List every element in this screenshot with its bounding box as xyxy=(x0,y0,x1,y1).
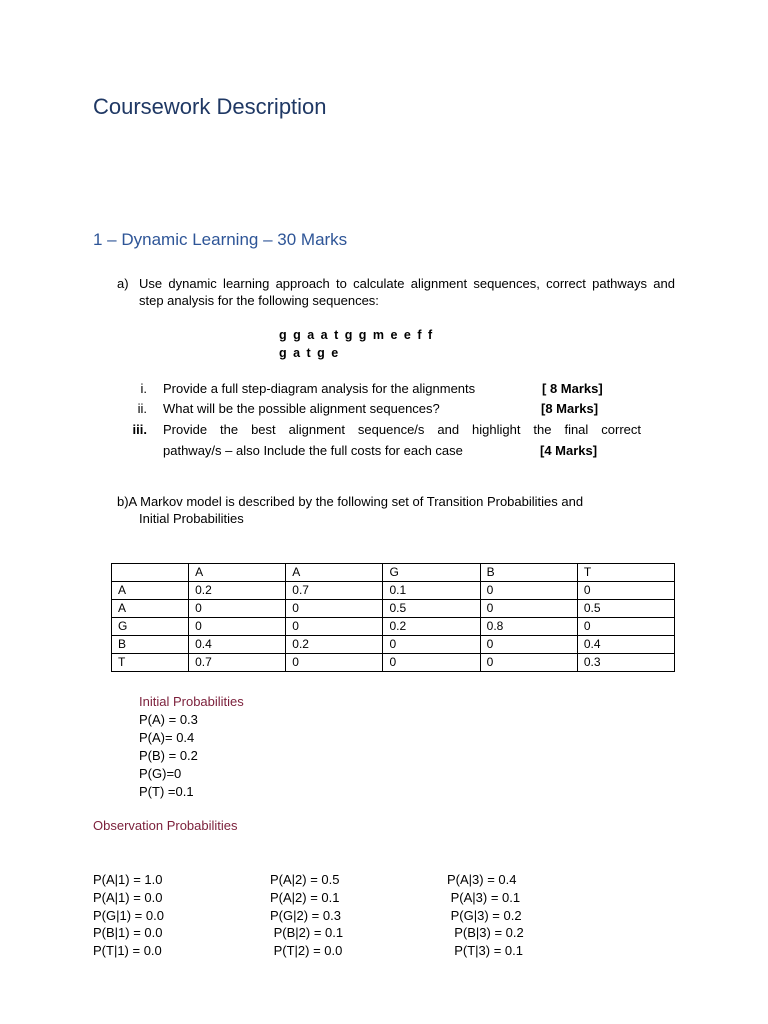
subquestion-text: Provide a full step-diagram analysis for the alignments xyxy=(163,381,476,396)
subquestion-text-line2: pathway/s – also Include the full costs for each case xyxy=(163,443,463,458)
subquestion-number: iii. xyxy=(132,422,147,437)
table-row xyxy=(112,600,675,618)
initial-probability: P(B) = 0.2 xyxy=(139,748,198,763)
observation-probability: P(B|2) = 0.1 xyxy=(270,925,344,941)
marks-label: [4 Marks] xyxy=(540,443,598,458)
observation-probability: P(A|1) = 1.0 xyxy=(93,872,163,887)
question-b-line1: b)A Markov model is described by the following set of Transition Probabilities and xyxy=(117,494,584,509)
table-cell: 0 xyxy=(480,636,577,654)
observation-probability: P(T|3) = 0.1 xyxy=(447,943,523,959)
sequence-1: g g a a t g g m e e f f xyxy=(279,328,434,342)
table-cell: 0 xyxy=(480,600,577,618)
observation-probability: P(T|2) = 0.0 xyxy=(270,943,343,959)
table-cell: 0 xyxy=(383,654,480,672)
table-row xyxy=(112,582,675,600)
table-row xyxy=(112,636,675,654)
table-cell: 0 xyxy=(480,654,577,672)
observation-probability: P(T|1) = 0.0 xyxy=(93,943,162,959)
observation-probability: P(A|2) = 0.1 xyxy=(270,889,340,905)
table-cell: 0 xyxy=(577,582,674,600)
table-row xyxy=(112,654,675,672)
table-cell: 0.3 xyxy=(577,654,674,672)
observation-probability: P(A|2) = 0.5 xyxy=(270,872,340,887)
table-row xyxy=(112,618,675,636)
question-a-text: Use dynamic learning approach to calculate alignment sequences, correct pathways and step analysis for the following sequences: xyxy=(139,276,675,308)
marks-label: [ 8 Marks] xyxy=(542,381,603,396)
table-cell: 0.5 xyxy=(383,600,480,618)
table-cell: 0.2 xyxy=(286,636,383,654)
observation-probability: P(G|1) = 0.0 xyxy=(93,907,164,923)
table-header-row xyxy=(112,564,675,582)
observation-probability: P(B|3) = 0.2 xyxy=(447,925,524,941)
row-header-cell: G xyxy=(112,618,189,636)
question-b xyxy=(117,493,677,527)
table-cell: 0.4 xyxy=(189,636,286,654)
table-cell: 0.7 xyxy=(189,654,286,672)
marks-label: [8 Marks] xyxy=(541,401,599,416)
table-cell: 0 xyxy=(189,618,286,636)
table-cell: 0.5 xyxy=(577,600,674,618)
row-header-cell: A xyxy=(112,600,189,618)
observation-column-2 xyxy=(270,871,343,960)
table-header-cell: B xyxy=(480,564,577,582)
observation-column-3 xyxy=(447,871,524,960)
table-cell xyxy=(112,564,189,582)
subquestion-text: What will be the possible alignment sequences? xyxy=(163,401,440,416)
transition-table xyxy=(111,563,675,672)
table-header-cell: G xyxy=(383,564,480,582)
question-a-label: a) xyxy=(117,276,129,291)
initial-probability: P(G)=0 xyxy=(139,766,182,781)
subquestion-number: i. xyxy=(140,381,147,396)
table-cell: 0 xyxy=(286,600,383,618)
table-cell: 0.1 xyxy=(383,582,480,600)
table-cell: 0.2 xyxy=(383,618,480,636)
observation-probability: P(G|2) = 0.3 xyxy=(270,907,341,923)
table-cell: 0 xyxy=(577,618,674,636)
observation-probability: P(B|1) = 0.0 xyxy=(93,925,163,941)
section-heading: 1 – Dynamic Learning – 30 Marks xyxy=(93,230,348,249)
page-title: Coursework Description xyxy=(93,94,327,119)
observation-probability: P(A|3) = 0.1 xyxy=(447,889,521,905)
table-cell: 0.4 xyxy=(577,636,674,654)
table-header-cell: A xyxy=(286,564,383,582)
table-cell: 0 xyxy=(189,600,286,618)
row-header-cell: A xyxy=(112,582,189,600)
observation-probabilities-heading: Observation Probabilities xyxy=(93,818,238,833)
question-b-line2: Initial Probabilities xyxy=(139,511,244,526)
observation-probability: P(A|3) = 0.4 xyxy=(447,872,517,887)
table-cell: 0 xyxy=(286,618,383,636)
initial-probabilities-heading: Initial Probabilities xyxy=(139,694,244,709)
table-cell: 0 xyxy=(286,654,383,672)
table-header-cell: A xyxy=(189,564,286,582)
table-cell: 0 xyxy=(383,636,480,654)
observation-column-1 xyxy=(93,871,164,960)
table-cell: 0 xyxy=(480,582,577,600)
row-header-cell: B xyxy=(112,636,189,654)
subquestion-text-line1: Provide the best alignment sequence/s and highlight the final correct xyxy=(163,422,641,437)
initial-probability: P(A) = 0.3 xyxy=(139,712,198,727)
observation-probability: P(A|1) = 0.0 xyxy=(93,889,163,905)
table-cell: 0.7 xyxy=(286,582,383,600)
observation-probability: P(G|3) = 0.2 xyxy=(447,907,522,923)
initial-probabilities xyxy=(139,693,244,801)
table-header-cell: T xyxy=(577,564,674,582)
table-cell: 0.2 xyxy=(189,582,286,600)
initial-probability: P(A)= 0.4 xyxy=(139,730,195,745)
sequence-2: g a t g e xyxy=(279,346,340,360)
row-header-cell: T xyxy=(112,654,189,672)
subquestion-number: ii. xyxy=(137,401,147,416)
initial-probability: P(T) =0.1 xyxy=(139,784,194,799)
table-cell: 0.8 xyxy=(480,618,577,636)
